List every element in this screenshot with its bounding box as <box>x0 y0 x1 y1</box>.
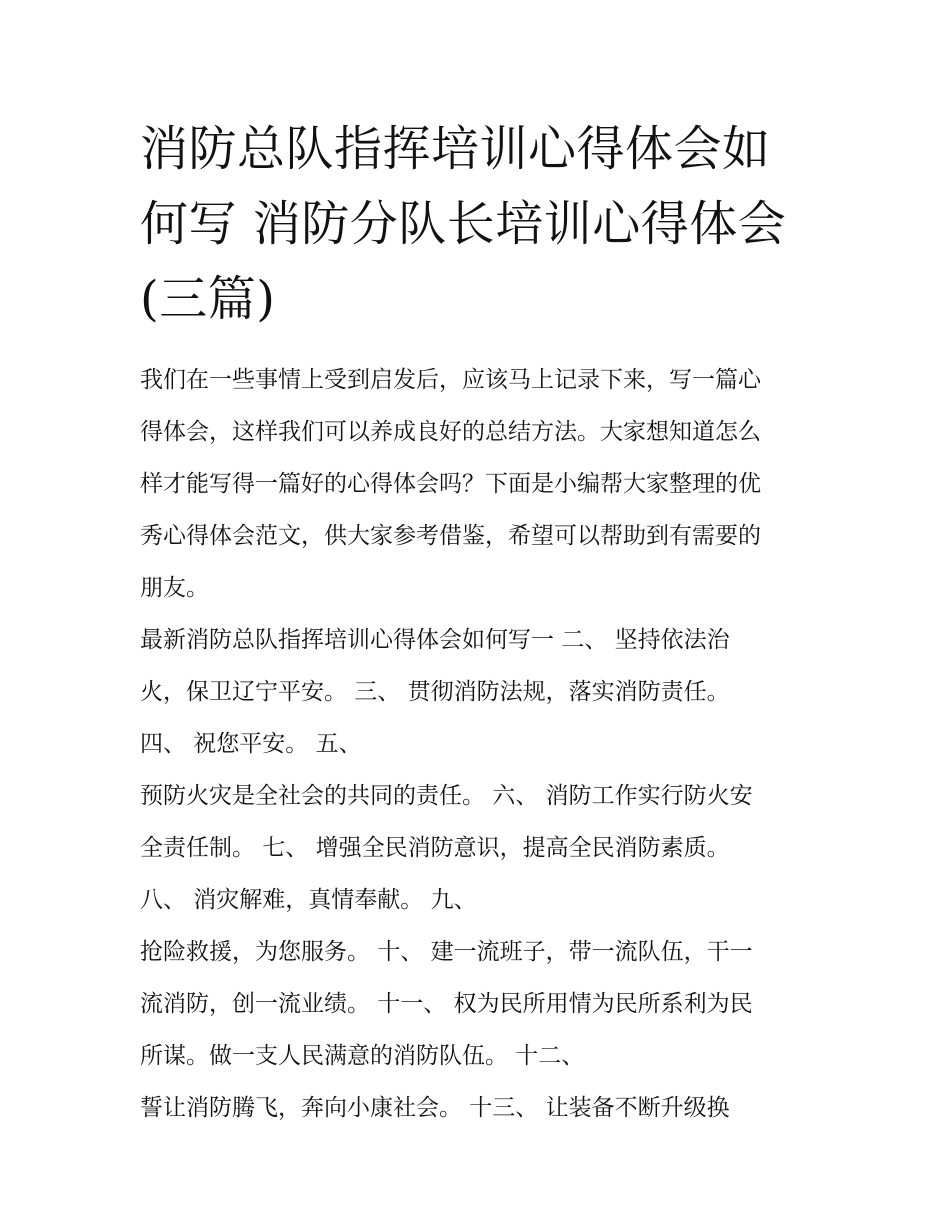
body-line: 誓让消防腾飞，奔向小康社会。 十三、 让装备不断升级换 <box>140 1095 730 1121</box>
body-line: 四、 祝您平安。 五、 <box>140 731 362 757</box>
body-line: 朋友。 <box>140 575 209 601</box>
body-line: 火，保卫辽宁平安。 三、 贯彻消防法规，落实消防责任。 <box>140 679 730 705</box>
body-line: 样才能写得一篇好的心得体会吗？下面是小编帮大家整理的优 <box>140 471 761 497</box>
body-line: 预防火灾是全社会的共同的责任。 六、 消防工作实行防火安 <box>140 783 753 809</box>
title-line: 消防总队指挥培训心得体会如 <box>140 121 771 177</box>
body-line: 流消防，创一流业绩。 十一、 权为民所用情为民所系利为民 <box>140 991 753 1017</box>
body-line: 我们在一些事情上受到启发后，应该马上记录下来，写一篇心 <box>140 367 761 393</box>
document-body <box>140 358 830 1138</box>
title-line: (三篇) <box>140 271 276 327</box>
body-line: 全责任制。 七、 增强全民消防意识，提高全民消防素质。 <box>140 835 730 861</box>
document-title <box>140 112 820 337</box>
title-line: 何写 消防分队长培训心得体会 <box>140 196 787 252</box>
body-line: 得体会，这样我们可以养成良好的总结方法。大家想知道怎么 <box>140 419 761 445</box>
body-line: 抢险救援，为您服务。 十、 建一流班子，带一流队伍，干一 <box>140 939 753 965</box>
body-line: 八、 消灾解难，真情奉献。 九、 <box>140 887 477 913</box>
body-line: 秀心得体会范文，供大家参考借鉴，希望可以帮助到有需要的 <box>140 523 761 549</box>
body-line: 所谋。做一支人民满意的消防队伍。 十二、 <box>140 1043 585 1069</box>
body-line: 最新消防总队指挥培训心得体会如何写一 二、 坚持依法治 <box>140 627 730 653</box>
